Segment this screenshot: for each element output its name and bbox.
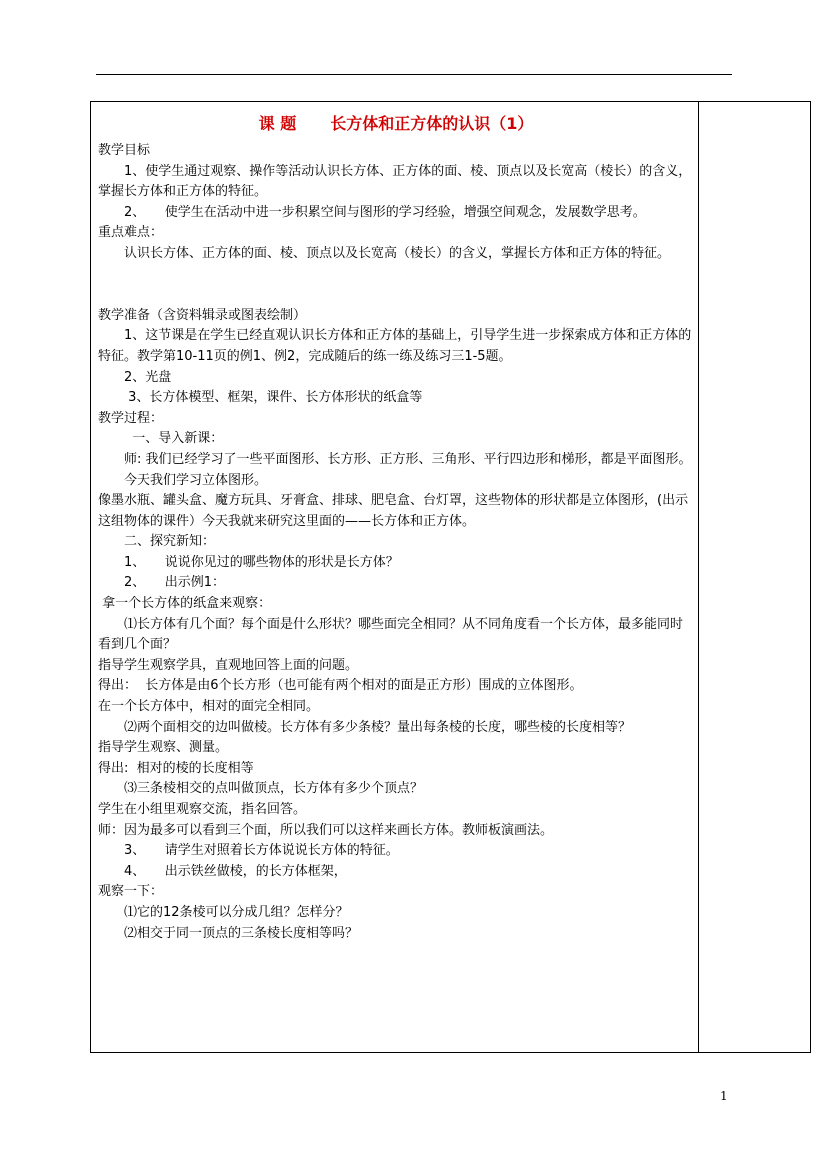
text-line: ⑵相交于同一顶点的三条棱长度相等吗？: [124, 925, 359, 941]
lesson-body: [98, 141, 694, 944]
lesson-content: [98, 107, 694, 944]
text-line: 教学过程：: [98, 410, 164, 426]
lesson-title: [98, 107, 694, 141]
text-line: 指导学生观察、测量。: [98, 740, 229, 756]
text-line: 指导学生观察学具，直观地回答上面的问题。: [98, 657, 359, 673]
text-line: 学生在小组里观察交流，指名回答。: [98, 802, 307, 817]
text-line: ⑶三条棱相交的点叫做顶点，长方体有多少个顶点？: [124, 781, 424, 797]
text-line: 二、探究新知：: [124, 534, 216, 550]
text-line: 得出: 相对的棱的长度相等: [98, 760, 254, 776]
blank-line: [98, 265, 694, 286]
text-line: 1、使学生通过观察、操作等活动认识长方体、正方体的面、棱、顶点以及长宽高（棱长）的含义，掌握长方体和正方体的特征。: [98, 163, 692, 200]
text-line: 1、这节课是在学生已经直观认识长方体和正方体的基础上，引导学生进一步探索成方体和正方体的特征。教学第10-11页的例1、例2，完成随后的练一练及练习三1-5题。: [98, 328, 692, 364]
text-line: 重点难点：: [98, 225, 164, 241]
header-rule: [96, 74, 732, 75]
text-line: 教学目标: [98, 143, 151, 158]
text-line: 4、 出示铁丝做棱，的长方体框架，: [124, 863, 347, 879]
text-line: 得出： 长方体是由6个长方形（也可能有两个相对的面是正方形）围成的立体图形。: [98, 678, 583, 694]
text-line: 拿一个长方体的纸盒来观察：: [98, 596, 272, 612]
text-line: 师：因为最多可以看到三个面，所以我们可以这样来画长方体。教师板演画法。: [98, 822, 554, 838]
text-line: 3、长方体模型、框架，课件、长方体形状的纸盒等: [124, 390, 423, 406]
text-line: 2、 出示例1：: [124, 575, 226, 591]
text-line: 2、光盘: [124, 369, 172, 385]
text-line: ⑴它的12条棱可以分成几组？怎样分？: [124, 904, 349, 920]
blank-line: [98, 285, 694, 306]
text-line: 今天我们学习立体图形。: [124, 472, 268, 488]
text-line: 一、导入新课：: [124, 431, 224, 447]
page-number: 1: [720, 1089, 728, 1103]
text-line: 观察一下：: [98, 884, 164, 900]
text-line: ⑵两个面相交的边叫做棱。长方体有多少条棱？量出每条棱的长度，哪些棱的长度相等？: [124, 719, 632, 735]
title-main: 长方体和正方体的认识（1）: [330, 114, 534, 133]
text-line: ⑴长方体有几个面？每个面是什么形状？哪些面完全相同？从不同角度看一个长方体，最多能同时看到几个面？: [98, 616, 684, 653]
text-line: 师: 我们已经学习了一些平面图形、长方形、正方形、三角形、平行四边形和梯形，都是平面图形。: [124, 451, 692, 467]
notes-column-divider: [698, 101, 699, 1053]
text-line: 认识长方体、正方体的面、棱、顶点以及长宽高（棱长）的含义，掌握长方体和正方体的特征。: [124, 245, 671, 261]
text-line: 在一个长方体中，相对的面完全相同。: [98, 699, 320, 715]
text-line: 3、 请学生对照着长方体说说长方体的特征。: [124, 843, 399, 859]
text-line: 1、 说说你见过的哪些物体的形状是长方体？: [124, 554, 399, 570]
text-line: 像墨水瓶、罐头盒、魔方玩具、牙膏盒、排球、肥皂盒、台灯罩，这些物体的形状都是立体图形，(出示这组物体的课件）今天我就来研究这里面的——长方体和正方体。: [98, 493, 689, 529]
text-line: 2、 使学生在活动中进一步积累空间与图形的学习经验，增强空间观念，发展数学思考。: [124, 204, 646, 220]
text-line: 教学准备（含资料辑录或图表绘制）: [98, 307, 307, 323]
title-prefix: 课 题: [258, 114, 297, 133]
